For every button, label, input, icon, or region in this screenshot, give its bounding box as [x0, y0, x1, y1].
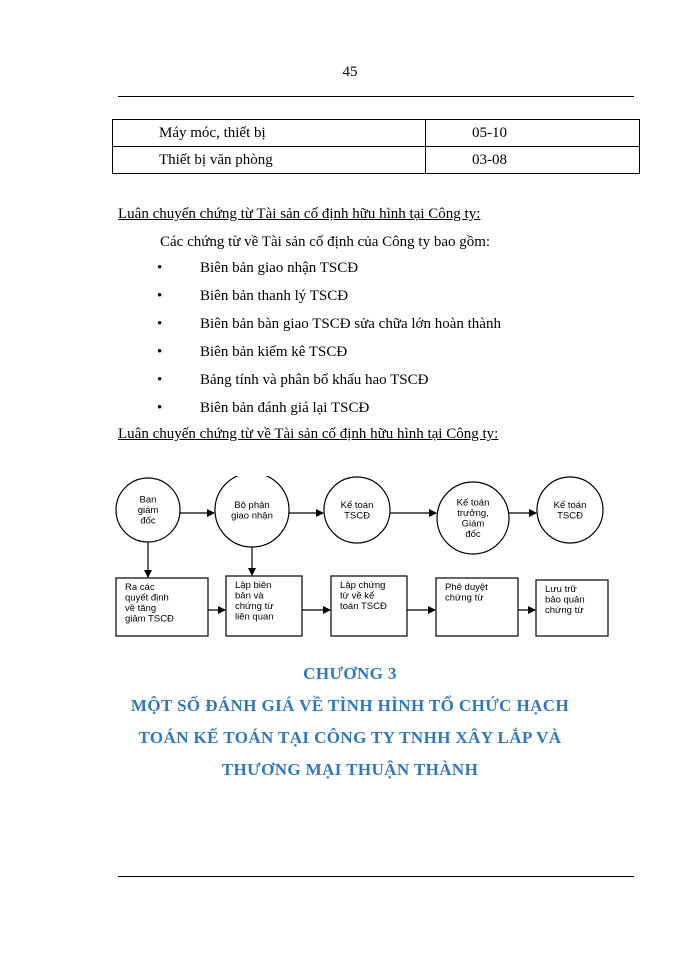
document-list: [0, 258, 700, 426]
flow-label: [235, 580, 274, 623]
chapter-label: CHƯƠNG 3: [303, 664, 397, 683]
bullet-icon: •: [157, 400, 163, 416]
table-row: [113, 147, 640, 174]
flow-label: [231, 500, 273, 522]
bullet-icon: •: [157, 288, 163, 304]
flow-label-line: giao nhận: [231, 510, 273, 522]
flow-label-line: chứng từ: [445, 592, 484, 604]
page-number: 45: [342, 64, 358, 80]
table-cell-value: 05-10: [426, 120, 640, 147]
chapter-title-line: MỘT SỐ ĐÁNH GIÁ VỀ TÌNH HÌNH TỔ CHỨC HẠCH: [130, 696, 570, 715]
flow-label-line: giảm TSCĐ: [125, 613, 174, 625]
flow-label-line: quyết định: [125, 592, 169, 604]
flow-label-line: toán TSCĐ: [340, 601, 387, 612]
flow-label-line: Kế toán: [340, 499, 374, 511]
section-intro: Các chứng từ về Tài sản cố định của Công ty bao gồm:: [160, 234, 491, 250]
list-item: [0, 258, 700, 286]
list-item-text: Biên bản kiểm kê TSCĐ: [200, 344, 348, 360]
flow-label: [138, 495, 159, 527]
table-row: [113, 120, 640, 147]
list-item-text: Biên bản bàn giao TSCĐ sửa chữa lớn hoàn thành: [200, 316, 501, 332]
section-heading-documents: Luân chuyển chứng từ Tài sản cố định hữu hình tại Công ty:: [118, 206, 481, 222]
flow-label-line: Lưu trữ: [545, 584, 577, 595]
flow-label-line: TSCĐ: [557, 510, 583, 522]
table-cell-item: Máy móc, thiết bị: [113, 120, 426, 147]
list-item-text: Bảng tính và phân bổ khấu hao TSCĐ: [200, 372, 429, 388]
list-item-text: Biên bản giao nhận TSCĐ: [200, 260, 359, 276]
chapter-title-line: THƯƠNG MẠI THUẬN THÀNH: [221, 760, 479, 779]
flow-label-line: Lập biên: [235, 580, 272, 591]
bullet-icon: •: [157, 260, 163, 276]
flow-label-line: chứng từ: [545, 605, 584, 616]
table-cell-item: Thiết bị văn phòng: [113, 147, 426, 174]
list-item: [0, 286, 700, 314]
flow-label: [341, 500, 374, 522]
flow-label-line: Ban: [139, 494, 157, 506]
flow-label-line: bảo quản: [545, 594, 585, 606]
flow-label-line: từ về kế: [340, 590, 375, 602]
list-item: [0, 314, 700, 342]
bullet-icon: •: [157, 344, 163, 360]
section-heading-flow: Luân chuyển chứng từ về Tài sản cố định hữu hình tại Công ty:: [118, 426, 499, 442]
table-cell-value: 03-08: [426, 147, 640, 174]
flow-label-line: Giám: [461, 518, 485, 530]
list-item: [0, 370, 700, 398]
flow-label-line: Ra các: [125, 582, 155, 593]
flow-label-line: Kế toán: [456, 497, 490, 509]
list-item-text: Biên bản thanh lý TSCĐ: [200, 288, 349, 304]
list-item-text: Biên bản đánh giá lại TSCĐ: [200, 400, 370, 416]
flow-label-line: TSCĐ: [344, 510, 370, 522]
flow-label-line: trưởng,: [457, 507, 489, 519]
flow-label-line: Bộ phận: [234, 499, 270, 511]
flow-label-line: liên quan: [235, 611, 274, 623]
flow-label-line: Kế toán: [553, 499, 587, 511]
flow-label-line: Phê duyệt: [445, 582, 488, 593]
flow-label-line: đốc: [465, 528, 481, 540]
flow-label-line: về tăng: [125, 603, 157, 614]
bullet-icon: •: [157, 372, 163, 388]
flow-label-line: giám: [137, 505, 159, 516]
header-rule: [118, 96, 634, 97]
list-item: [0, 398, 700, 426]
flow-label-line: đốc: [140, 515, 156, 527]
flow-label-line: bản và: [235, 590, 264, 602]
depreciation-table: [112, 119, 640, 174]
flow-label-line: Lập chứng: [340, 580, 386, 591]
document-flowchart: [106, 476, 626, 646]
bullet-icon: •: [157, 316, 163, 332]
list-item: [0, 342, 700, 370]
flow-label-line: chứng từ: [235, 601, 274, 612]
flow-label: [554, 500, 587, 522]
chapter-title-line: TOÁN KẾ TOÁN TẠI CÔNG TY TNHH XÂY LẮP VÀ: [138, 728, 562, 747]
flow-label: [445, 582, 488, 604]
footer-rule: [118, 876, 634, 877]
